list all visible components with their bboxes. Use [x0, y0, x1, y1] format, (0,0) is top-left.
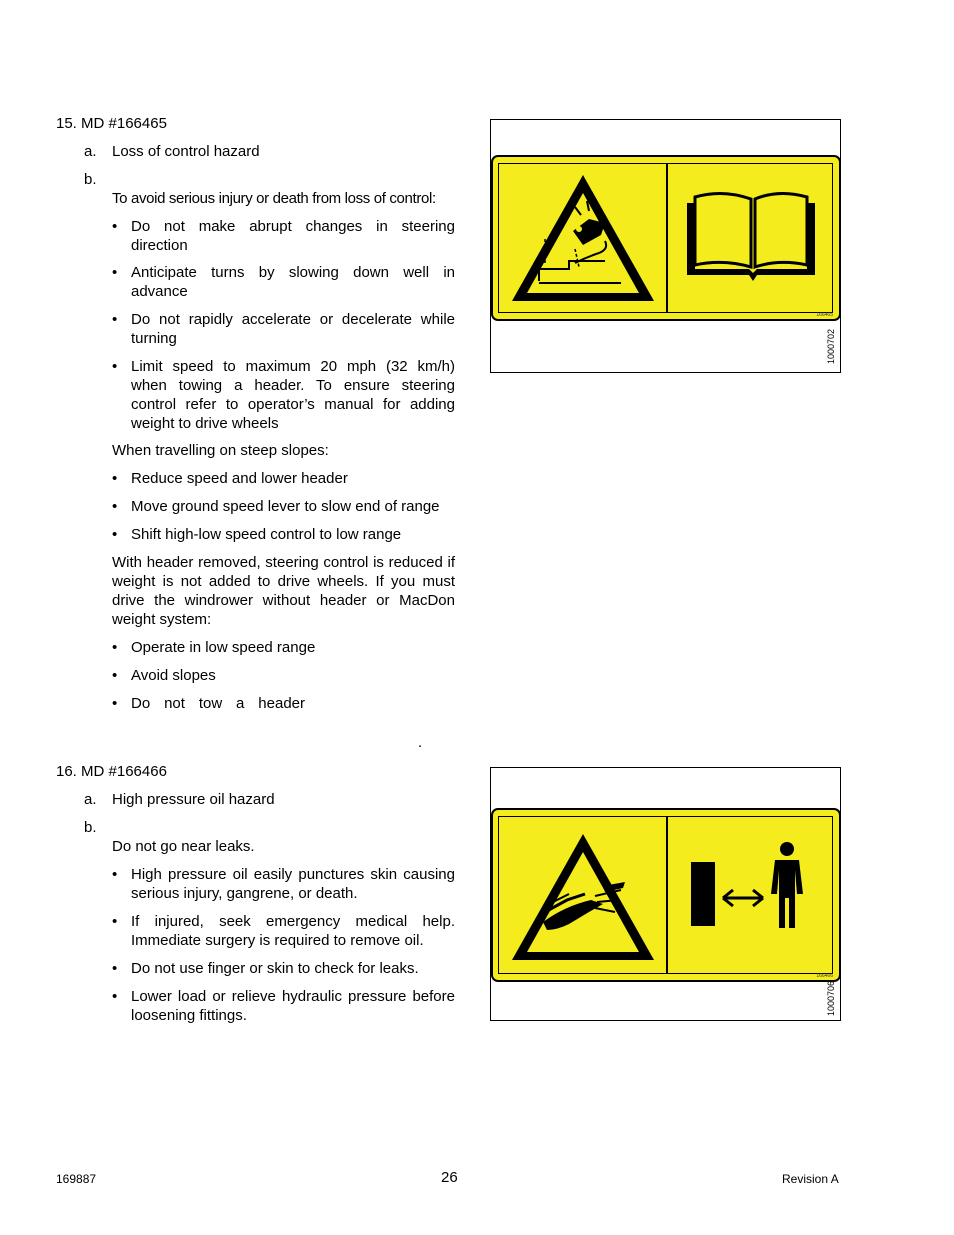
decal-divider: [666, 163, 668, 313]
list-item: [112, 217, 455, 255]
bullet-glyph: •: [112, 695, 118, 712]
sub-letter-b: b.: [84, 819, 97, 836]
bullet-glyph: •: [112, 311, 118, 328]
safety-decal: [491, 155, 841, 321]
loss-of-control-warning-icon: [509, 171, 657, 305]
list-item-text: Do not rapidly accelerate or decelerate while turning: [131, 311, 455, 347]
sub-letter-a: a.: [84, 791, 97, 808]
list-item: [112, 469, 455, 488]
list-item: [112, 865, 455, 903]
list-item-text: Do not use finger or skin to check for leaks.: [131, 960, 419, 977]
decal-part-number: MD #166466: [81, 763, 167, 780]
bullet-glyph: •: [112, 639, 118, 656]
bullet-glyph: •: [112, 866, 118, 883]
bullet-glyph: •: [112, 960, 118, 977]
list-item: [112, 497, 455, 516]
list-item: [112, 912, 455, 950]
footer-page-number: 26: [441, 1169, 458, 1186]
bullet-glyph: •: [112, 218, 118, 235]
bullet-glyph: •: [112, 988, 118, 1005]
list-item: [112, 310, 455, 348]
high-pressure-oil-warning-icon: [509, 830, 657, 964]
item-16-heading: [56, 762, 167, 781]
instruction-intro: To avoid serious injury or death from loss of control:: [112, 190, 436, 207]
instruction-intro: Do not go near leaks.: [112, 838, 255, 855]
bullet-glyph: •: [112, 667, 118, 684]
bullet-glyph: •: [112, 470, 118, 487]
decal-code: 166466: [816, 973, 833, 979]
read-manual-icon: [683, 189, 819, 285]
list-item: [112, 694, 455, 713]
decal-part-number: MD #166465: [81, 115, 167, 132]
item-number: 15.: [56, 115, 77, 132]
list-item-text: Shift high-low speed control to low range: [131, 526, 402, 543]
bullet-glyph: •: [112, 264, 118, 281]
safety-decal-figure: [490, 119, 841, 373]
footer-doc-number: 169887: [56, 1172, 97, 1186]
sub-letter-b: b.: [84, 171, 97, 188]
item-15-heading: [56, 114, 167, 133]
list-item-text: Lower load or relieve hydraulic pressure before loosening fittings.: [131, 988, 455, 1024]
bullet-glyph: •: [112, 526, 118, 543]
header-removed-paragraph: With header removed, steering control is reduced if weight is not added to drive wheels. If you must drive the windrower without header or MacDon weight system:: [112, 554, 455, 628]
stray-period: .: [418, 734, 423, 751]
list-item-text: Reduce speed and lower header: [131, 470, 348, 487]
list-item-text: Do not tow a header: [131, 695, 305, 712]
decal-divider: [666, 816, 668, 974]
bullet-glyph: •: [112, 913, 118, 930]
decal-code: 166465: [816, 312, 833, 318]
list-item-text: Anticipate turns by slowing down well in advance: [131, 264, 455, 300]
list-item-text: Avoid slopes: [131, 667, 216, 684]
list-item-text: Operate in low speed range: [131, 639, 316, 656]
hazard-description: Loss of control hazard: [112, 143, 260, 160]
figure-code: 1000702: [826, 328, 836, 364]
item-number: 16.: [56, 763, 77, 780]
list-item: [112, 525, 455, 544]
list-item: [112, 638, 455, 657]
bullet-glyph: •: [112, 358, 118, 375]
list-item-text: High pressure oil easily punctures skin causing serious injury, gangrene, or death.: [131, 866, 455, 902]
safety-decal-figure: [490, 767, 841, 1021]
hazard-description: High pressure oil hazard: [112, 791, 275, 808]
list-item: [112, 959, 455, 978]
list-item-text: Do not make abrupt changes in steering direction: [131, 218, 455, 254]
list-item: [112, 263, 455, 301]
figure-code: 1000706: [826, 980, 836, 1016]
list-item: [112, 666, 455, 685]
keep-away-icon: [689, 840, 819, 950]
sub-letter-a: a.: [84, 143, 97, 160]
safety-decal: [491, 808, 841, 982]
list-item-text: Limit speed to maximum 20 mph (32 km/h) when towing a header. To ensure steering control refer to operator’s manual for adding weight to drive wheels: [131, 358, 455, 432]
list-item: [112, 987, 455, 1025]
list-item-text: If injured, seek emergency medical help. Immediate surgery is required to remove oil.: [131, 913, 455, 949]
slopes-intro: When travelling on steep slopes:: [112, 442, 329, 459]
footer-revision: Revision A: [782, 1172, 839, 1186]
list-item-text: Move ground speed lever to slow end of range: [131, 498, 440, 515]
list-item: [112, 357, 455, 433]
bullet-glyph: •: [112, 498, 118, 515]
